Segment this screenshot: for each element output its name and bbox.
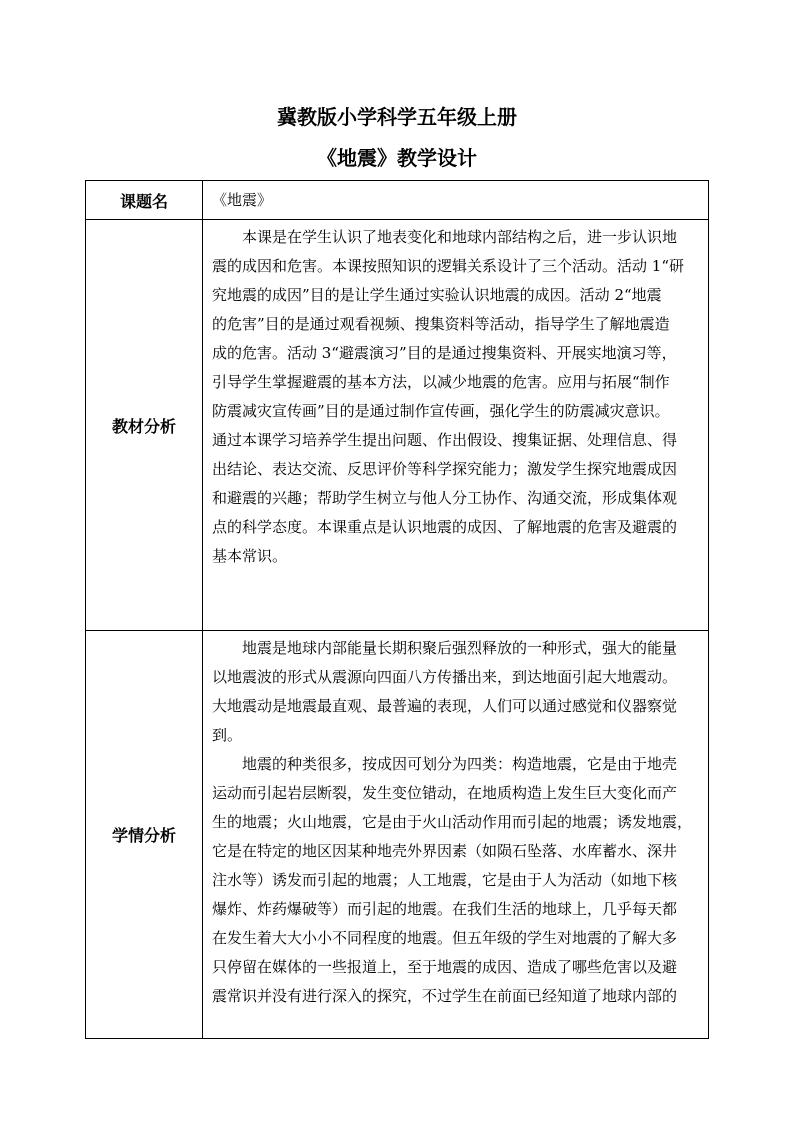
table-row-student-analysis: [86, 631, 709, 1039]
text-line: 的危害”目的是通过观看视频、搜集资料等活动，指导学生了解地震造: [212, 315, 670, 333]
row-label-topic: 课题名: [86, 181, 203, 220]
text-line: 基本常识。: [212, 547, 288, 565]
student-analysis-paragraph-1: [212, 634, 700, 750]
textbook-analysis-paragraph: [212, 223, 700, 571]
text-line: 出结论、表达交流、反思评价等科学探究能力；激发学生探究地震成因: [212, 460, 678, 478]
text-line: 点的科学态度。本课重点是认识地震的成因、了解地震的危害及避震的: [212, 518, 678, 536]
text-line: 大地震动是地震最直观、最普遍的表现，人们可以通过感觉和仪器察觉: [212, 697, 678, 715]
text-line: 生的地震；火山地震，它是由于火山活动作用而引起的地震；诱发地震，: [212, 813, 693, 831]
row-content-student-analysis: [203, 631, 709, 1039]
text-line: 到。: [212, 726, 243, 744]
text-line: 引导学生掌握避震的基本方法，以减少地震的危害。应用与拓展“制作: [212, 373, 670, 391]
document-title-series: 冀教版小学科学五年级上册: [277, 105, 517, 129]
text-line: 爆炸、炸药爆破等）而引起的地震。在我们生活的地球上，几乎每天都: [212, 900, 678, 918]
row-label-textbook-analysis: 教材分析: [86, 220, 203, 631]
text-line: 究地震的成因”目的是让学生通过实验认识地震的成因。活动 2“地震: [212, 286, 662, 304]
text-line: 通过本课学习培养学生提出问题、作出假设、搜集证据、处理信息、得: [212, 431, 678, 449]
text-line: 本课是在学生认识了地表变化和地球内部结构之后，进一步认识地: [242, 228, 678, 246]
text-line: 注水等）诱发而引起的地震；人工地震，它是由于人为活动（如地下核: [212, 871, 678, 889]
text-line: 地震的种类很多，按成因可划分为四类：构造地震，它是由于地壳: [242, 755, 678, 773]
text-line: 运动而引起岩层断裂，发生变位错动，在地质构造上发生巨大变化而产: [212, 784, 678, 802]
text-line: 成的危害。活动 3“避震演习”目的是通过搜集资料、开展实地演习等，: [212, 344, 677, 362]
text-line: 以地震波的形式从震源向四面八方传播出来，到达地面引起大地震动。: [212, 668, 678, 686]
text-line: 只停留在媒体的一些报道上，至于地震的成因、造成了哪些危害以及避: [212, 958, 678, 976]
text-line: 震常识并没有进行深入的探究，不过学生在前面已经知道了地球内部的: [212, 987, 678, 1005]
text-line: 防震减灾宣传画”目的是通过制作宣传画，强化学生的防震减灾意识。: [212, 402, 670, 420]
text-line: 和避震的兴趣；帮助学生树立与他人分工协作、沟通交流，形成集体观: [212, 489, 678, 507]
text-line: 在发生着大大小小不同程度的地震。但五年级的学生对地震的了解大多: [212, 929, 678, 947]
row-content-topic: 《地震》: [203, 181, 709, 220]
text-line: 地震是地球内部能量长期积聚后强烈释放的一种形式，强大的能量: [242, 639, 678, 657]
row-label-student-analysis: 学情分析: [86, 631, 203, 1039]
student-analysis-paragraph-2: [212, 750, 700, 1011]
text-line: 它是在特定的地区因某种地壳外界因素（如陨石坠落、水库蓄水、深井: [212, 842, 678, 860]
text-line: 震的成因和危害。本课按照知识的逻辑关系设计了三个活动。活动 1“研: [212, 257, 684, 275]
lesson-plan-table: [85, 180, 709, 1039]
row-content-textbook-analysis: [203, 220, 709, 631]
table-row-textbook-analysis: [86, 220, 709, 631]
table-row-topic: [86, 181, 709, 220]
document-title-lesson: 《地震》教学设计: [317, 146, 477, 170]
